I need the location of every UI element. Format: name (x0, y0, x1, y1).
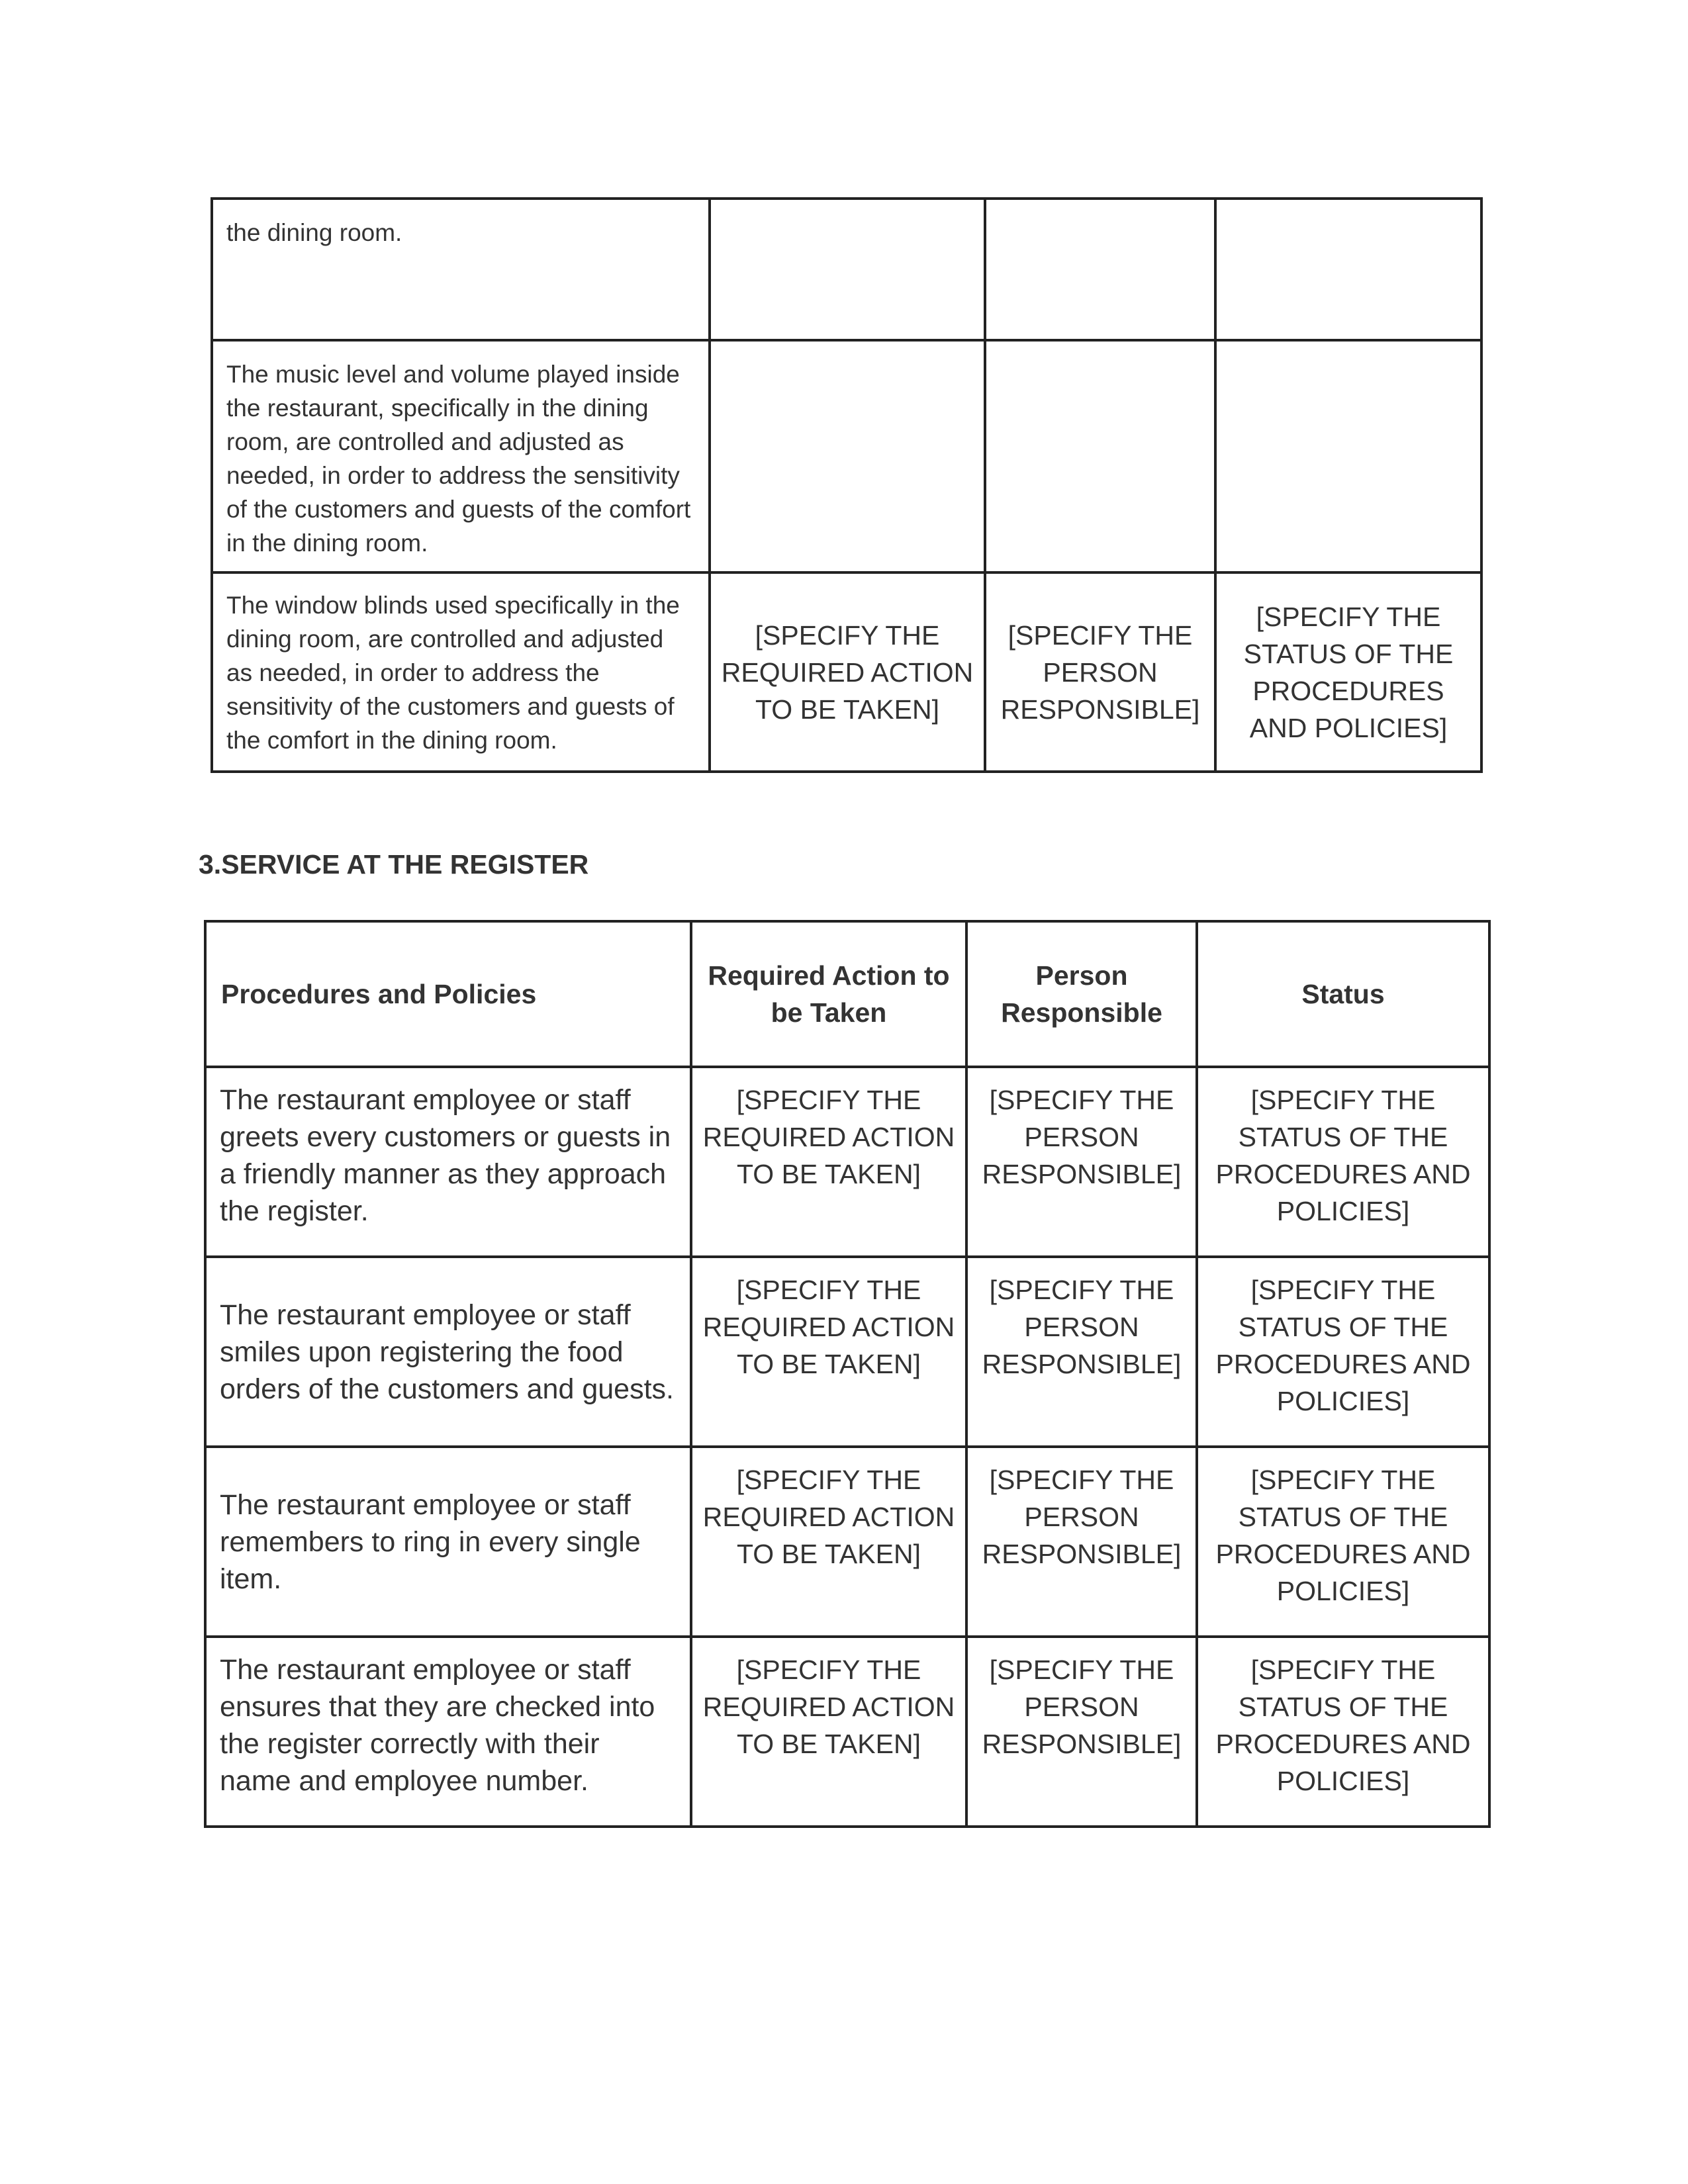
table-row (212, 340, 1481, 572)
procedure-cell: The restaurant employee or staff ensures that they are checked into the register correctly with their name and employee number. (205, 1637, 691, 1827)
action-cell: [SPECIFY THE REQUIRED ACTION TO BE TAKEN] (691, 1637, 966, 1827)
table-row (212, 199, 1481, 340)
person-cell: [SPECIFY THE PERSON RESPONSIBLE] (966, 1637, 1197, 1827)
header-procedures: Procedures and Policies (205, 921, 691, 1067)
person-cell: [SPECIFY THE PERSON RESPONSIBLE] (966, 1447, 1197, 1637)
action-cell (710, 199, 985, 340)
action-cell (710, 340, 985, 572)
person-cell (985, 340, 1215, 572)
dining-room-procedures-table (211, 197, 1483, 773)
status-cell (1215, 199, 1481, 340)
procedure-cell: The restaurant employee or staff remembers to ring in every single item. (205, 1447, 691, 1637)
register-procedures-table (204, 920, 1491, 1828)
action-cell: [SPECIFY THE REQUIRED ACTION TO BE TAKEN] (710, 572, 985, 772)
status-cell (1215, 340, 1481, 572)
status-cell: [SPECIFY THE STATUS OF THE PROCEDURES AND POLICIES] (1215, 572, 1481, 772)
procedure-cell: The restaurant employee or staff greets every customers or guests in a friendly manner as they approach the register. (205, 1067, 691, 1257)
action-cell: [SPECIFY THE REQUIRED ACTION TO BE TAKEN] (691, 1257, 966, 1447)
header-person-responsible: Person Responsible (966, 921, 1197, 1067)
header-required-action: Required Action to be Taken (691, 921, 966, 1067)
status-cell: [SPECIFY THE STATUS OF THE PROCEDURES AND POLICIES] (1197, 1257, 1489, 1447)
section-heading: 3.SERVICE AT THE REGISTER (199, 849, 589, 880)
person-cell: [SPECIFY THE PERSON RESPONSIBLE] (985, 572, 1215, 772)
header-status: Status (1197, 921, 1489, 1067)
table-row (205, 1257, 1489, 1447)
table-row (205, 1067, 1489, 1257)
procedure-cell: The restaurant employee or staff smiles upon registering the food orders of the customers and guests. (205, 1257, 691, 1447)
person-cell: [SPECIFY THE PERSON RESPONSIBLE] (966, 1067, 1197, 1257)
table-row (205, 1637, 1489, 1827)
action-cell: [SPECIFY THE REQUIRED ACTION TO BE TAKEN] (691, 1067, 966, 1257)
procedure-cell: The window blinds used specifically in the dining room, are controlled and adjusted as needed, in order to address the sensitivity of the customers and guests of the comfort in the dining room. (212, 572, 710, 772)
person-cell: [SPECIFY THE PERSON RESPONSIBLE] (966, 1257, 1197, 1447)
table-row (205, 1447, 1489, 1637)
status-cell: [SPECIFY THE STATUS OF THE PROCEDURES AND POLICIES] (1197, 1637, 1489, 1827)
person-cell (985, 199, 1215, 340)
table-row (212, 572, 1481, 772)
procedure-cell: The music level and volume played inside the restaurant, specifically in the dining room, are controlled and adjusted as needed, in order to address the sensitivity of the customers and guests of the comfort in the dining room. (212, 340, 710, 572)
status-cell: [SPECIFY THE STATUS OF THE PROCEDURES AND POLICIES] (1197, 1447, 1489, 1637)
procedure-cell: the dining room. (212, 199, 710, 340)
table-header-row (205, 921, 1489, 1067)
status-cell: [SPECIFY THE STATUS OF THE PROCEDURES AND POLICIES] (1197, 1067, 1489, 1257)
action-cell: [SPECIFY THE REQUIRED ACTION TO BE TAKEN] (691, 1447, 966, 1637)
